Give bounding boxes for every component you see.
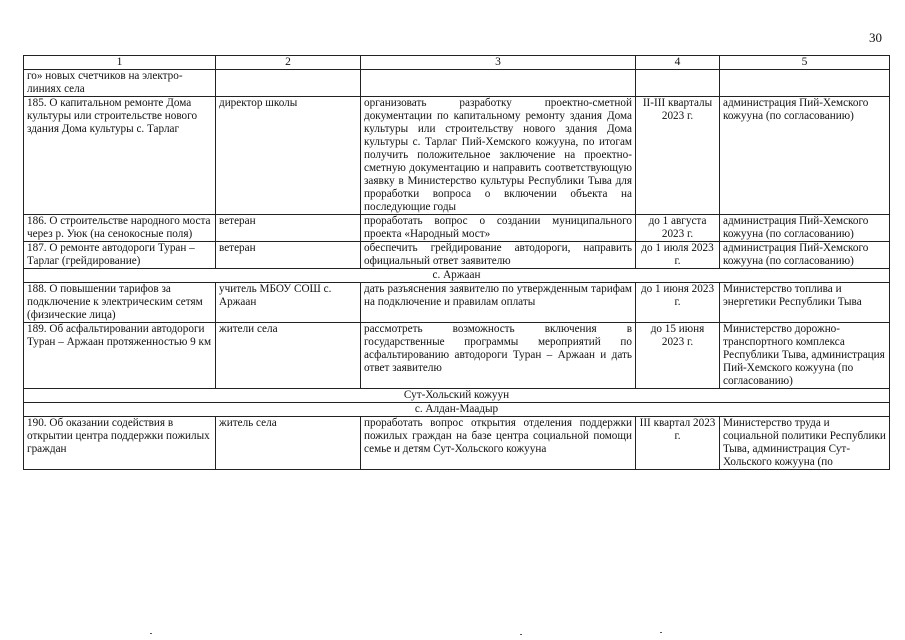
row-subject: 187. О ремонте автодороги Туран – Тарлаг (грейдирование) bbox=[24, 242, 216, 269]
section-heading: Сут-Хольский кожуун bbox=[24, 389, 890, 403]
column-header-5: 5 bbox=[720, 56, 890, 70]
row-requester: житель села bbox=[216, 417, 361, 470]
row-responsible bbox=[720, 70, 890, 97]
row-subject: 188. О повышении тарифов за подключение к электрическим сетям (физические лица) bbox=[24, 283, 216, 323]
row-responsible: администрация Пий-Хемского кожууна (по согласованию) bbox=[720, 97, 890, 215]
section-row-aldan-maadyr bbox=[24, 403, 890, 417]
scan-speck bbox=[150, 633, 152, 634]
table-row-189 bbox=[24, 323, 890, 389]
row-action: организовать разработку проектно-сметной документации по капитальному ремонту здания Дома культуры или строительству нового здания Дома культуры с. Тарлаг Пий-Хемского кожууна, по итогам получить положительное заключение на проектно-сметную документацию и направить соответствующую заявку в Министерство культуры Республики Тыва для проработки вопроса о включении объекта на последующие годы bbox=[361, 97, 636, 215]
column-header-2: 2 bbox=[216, 56, 361, 70]
row-deadline: до 1 июня 2023 г. bbox=[636, 283, 720, 323]
row-subject: 190. Об оказании содействия в открытии центра поддержки пожилых граждан bbox=[24, 417, 216, 470]
scan-speck bbox=[660, 632, 662, 633]
table-row-186 bbox=[24, 215, 890, 242]
row-action: дать разъяснения заявителю по утвержденным тарифам на подключение и правилам оплаты bbox=[361, 283, 636, 323]
row-responsible: Министерство труда и социальной политики Республики Тыва, администрация Сут-Хольского кожууна (по bbox=[720, 417, 890, 470]
column-header-4: 4 bbox=[636, 56, 720, 70]
table-row-continued bbox=[24, 70, 890, 97]
row-requester: директор школы bbox=[216, 97, 361, 215]
row-responsible: администрация Пий-Хемского кожууна (по согласованию) bbox=[720, 215, 890, 242]
table-row-185 bbox=[24, 97, 890, 215]
row-responsible: Министерство топлива и энергетики Республики Тыва bbox=[720, 283, 890, 323]
row-action: рассмотреть возможность включения в государственные программы мероприятий по асфальтированию автодороги Туран – Аржаан и дать ответ заявителю bbox=[361, 323, 636, 389]
table-row-187 bbox=[24, 242, 890, 269]
row-requester: учитель МБОУ СОШ с. Аржаан bbox=[216, 283, 361, 323]
assignments-table bbox=[23, 55, 890, 470]
section-heading: с. Алдан-Маадыр bbox=[24, 403, 890, 417]
row-responsible: Министерство дорожно-транспортного комплекса Республики Тыва, администрация Пий-Хемского кожууна (по согласованию) bbox=[720, 323, 890, 389]
row-responsible: администрация Пий-Хемского кожууна (по согласованию) bbox=[720, 242, 890, 269]
row-action bbox=[361, 70, 636, 97]
section-row-sut-khol bbox=[24, 389, 890, 403]
row-subject: 189. Об асфальтировании автодороги Туран – Аржаан протяженностью 9 км bbox=[24, 323, 216, 389]
section-row-arzhaan bbox=[24, 269, 890, 283]
row-deadline: до 15 июня 2023 г. bbox=[636, 323, 720, 389]
row-action: проработать вопрос о создании муниципального проекта «Народный мост» bbox=[361, 215, 636, 242]
row-requester bbox=[216, 70, 361, 97]
row-action: обеспечить грейдирование автодороги, направить официальный ответ заявителю bbox=[361, 242, 636, 269]
row-requester: ветеран bbox=[216, 242, 361, 269]
column-header-3: 3 bbox=[361, 56, 636, 70]
header-row bbox=[24, 56, 890, 70]
row-deadline: III квартал 2023 г. bbox=[636, 417, 720, 470]
table-row-190 bbox=[24, 417, 890, 470]
row-deadline: до 1 июля 2023 г. bbox=[636, 242, 720, 269]
section-heading: с. Аржаан bbox=[24, 269, 890, 283]
row-deadline bbox=[636, 70, 720, 97]
row-subject: 186. О строительстве народного моста через р. Уюк (на сенокосные поля) bbox=[24, 215, 216, 242]
table-row-188 bbox=[24, 283, 890, 323]
row-requester: жители села bbox=[216, 323, 361, 389]
row-deadline: до 1 августа 2023 г. bbox=[636, 215, 720, 242]
row-subject: го» новых счетчиков на электро-линиях села bbox=[24, 70, 216, 97]
row-action: проработать вопрос открытия отделения поддержки пожилых граждан на базе центра социальной помощи семье и детям Сут-Хольского кожууна bbox=[361, 417, 636, 470]
row-subject: 185. О капитальном ремонте Дома культуры или строительстве нового здания Дома культуры с. Тарлаг bbox=[24, 97, 216, 215]
column-header-1: 1 bbox=[24, 56, 216, 70]
row-deadline: II-III кварталы 2023 г. bbox=[636, 97, 720, 215]
page-number: 30 bbox=[869, 30, 882, 45]
scan-speck bbox=[520, 634, 522, 635]
row-requester: ветеран bbox=[216, 215, 361, 242]
